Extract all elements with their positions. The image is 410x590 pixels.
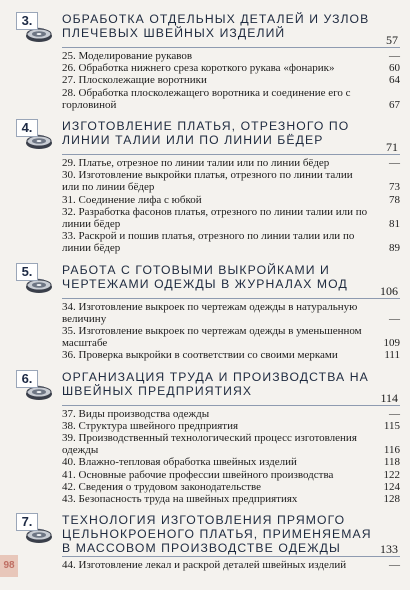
section-rule (62, 154, 400, 155)
entry-title: 25. Моделирование рукавов (62, 50, 193, 62)
section-page-number: 106 (380, 283, 398, 298)
section-header (14, 261, 400, 297)
section-title: ИЗГОТОВЛЕНИЕ ПЛАТЬЯ, ОТРЕЗНОГО ПО ЛИНИИ ТАЛИИ ИЛИ ПО ЛИНИИ БЁДЕР (62, 119, 350, 148)
entry-page-number: — (389, 157, 400, 170)
section-rule (62, 405, 400, 406)
entry-title: 31. Соединение лифа с юбкой (62, 193, 202, 206)
entry-page-number: — (389, 407, 400, 420)
toc-entry[interactable] (62, 469, 400, 481)
section-page-number: 57 (386, 33, 398, 47)
entry-title: 34. Изготовление выкроек по чертежам одежды в натуральную величину (62, 300, 358, 325)
entry-title: 40. Влажно-тепловая обработка швейных изделий (62, 456, 297, 469)
section-header (14, 511, 400, 555)
entry-title: 41. Основные рабочие профессии швейного производства (62, 468, 334, 481)
entry-title: 30. Изготовление выкройки платья, отрезного по линии талии или по линии бёдер (62, 169, 353, 194)
entry-title: 37. Виды производства одежды (62, 407, 210, 420)
toc-entry[interactable] (62, 230, 400, 254)
section-header (14, 117, 400, 153)
toc-entry[interactable] (62, 325, 400, 349)
entry-page-number: 89 (389, 242, 400, 255)
toc-entry[interactable] (62, 420, 400, 432)
toc-section (14, 10, 400, 111)
toc-entry[interactable] (62, 62, 400, 74)
section-number: 3. (16, 12, 38, 30)
entry-title: 42. Сведения о трудовом законодательстве (62, 480, 262, 493)
section-number: 5. (16, 263, 38, 281)
section-header (14, 10, 400, 46)
toc-entry[interactable] (62, 301, 400, 325)
entry-title: 28. Обработка плосколежащего воротника и соединение его с горловиной (62, 86, 351, 111)
entry-page-number: — (389, 312, 400, 325)
section-items (14, 50, 400, 111)
section-rule (62, 47, 400, 48)
entry-page-number: 111 (384, 349, 400, 362)
section-number: 7. (16, 513, 38, 531)
toc-section (14, 261, 400, 362)
entry-page-number: 122 (383, 468, 400, 481)
entry-page-number: 78 (389, 193, 400, 206)
toc-entry[interactable] (62, 432, 400, 456)
entry-title: 32. Разработка фасонов платья, отрезного по линии талии или по линии бёдер (62, 205, 368, 231)
entry-page-number: 67 (389, 98, 400, 111)
section-badge (14, 119, 56, 153)
section-items (14, 408, 400, 506)
section-number: 4. (16, 119, 38, 137)
section-page-number: 114 (380, 390, 398, 405)
toc-section (14, 511, 400, 571)
entry-page-number: — (389, 50, 400, 62)
toc-section (14, 368, 400, 506)
section-items (14, 559, 400, 571)
section-rule (62, 298, 400, 299)
entry-title: 43. Безопасность труда на швейных предприятиях (62, 493, 298, 506)
toc-entry[interactable] (62, 493, 400, 505)
toc-entry[interactable] (62, 169, 400, 193)
section-badge (14, 12, 56, 46)
entry-title: 39. Производственный технологический процесс изготовления одежды (62, 432, 357, 457)
entry-page-number: 81 (389, 218, 400, 231)
entry-page-number: 116 (383, 444, 400, 457)
entry-title: 36. Проверка выкройки в соответствии со своими мерками (62, 349, 338, 362)
toc-entry[interactable] (62, 87, 400, 111)
section-title: ТЕХНОЛОГИЯ ИЗГОТОВЛЕНИЯ ПРЯМОГО ЦЕЛЬНОКРОЕНОГО ПЛАТЬЯ, ПРИМЕНЯЕМАЯ В МАССОВОМ ПРОИЗВОДСТВЕ ОДЕЖДЫ (62, 513, 372, 556)
toc-entry[interactable] (62, 157, 400, 169)
toc-entry[interactable] (62, 194, 400, 206)
entry-page-number: 60 (389, 62, 400, 75)
section-badge (14, 513, 56, 547)
section-rule (62, 556, 400, 557)
entry-title: 33. Раскрой и пошив платья, отрезного по линии талии или по линии бёдер (62, 230, 355, 255)
section-badge (14, 263, 56, 297)
toc-entry[interactable] (62, 50, 400, 62)
entry-page-number: 73 (389, 181, 400, 194)
toc-entry[interactable] (62, 206, 400, 230)
entry-page-number: 109 (383, 337, 400, 350)
entry-title: 29. Платье, отрезное по линии талии или по линии бёдер (62, 157, 330, 170)
entry-page-number: 128 (383, 493, 400, 506)
entry-page-number: 124 (383, 480, 400, 493)
entry-title: 44. Изготовление лекал и раскрой деталей швейных изделий (62, 559, 347, 572)
page-stamp: 98 (0, 555, 18, 577)
toc-entry[interactable] (62, 559, 400, 571)
toc-entry[interactable] (62, 456, 400, 468)
section-title: РАБОТА С ГОТОВЫМИ ВЫКРОЙКАМИ И ЧЕРТЕЖАМИ ОДЕЖДЫ В ЖУРНАЛАХ МОД (62, 262, 348, 291)
section-page-number: 71 (386, 140, 398, 155)
section-page-number: 133 (380, 542, 398, 557)
section-number: 6. (16, 370, 38, 388)
section-title: ОБРАБОТКА ОТДЕЛЬНЫХ ДЕТАЛЕЙ И УЗЛОВ ПЛЕЧЕВЫХ ШВЕЙНЫХ ИЗДЕЛИЙ (62, 12, 370, 40)
toc-entry[interactable] (62, 481, 400, 493)
entry-page-number: 115 (383, 419, 400, 432)
entry-page-number: — (389, 559, 400, 572)
section-title: ОРГАНИЗАЦИЯ ТРУДА И ПРОИЗВОДСТВА НА ШВЕЙНЫХ ПРЕДПРИЯТИЯХ (62, 369, 369, 398)
entry-title: 35. Изготовление выкроек по чертежам одежды в уменьшенном масштабе (62, 325, 362, 350)
section-badge (14, 370, 56, 404)
entry-page-number: 118 (383, 456, 400, 469)
toc-entry[interactable] (62, 349, 400, 361)
section-items (14, 157, 400, 255)
toc-section (14, 117, 400, 255)
section-header (14, 368, 400, 404)
entry-title: 38. Структура швейного предприятия (62, 419, 239, 432)
toc-entry[interactable] (62, 74, 400, 86)
entry-title: 27. Плосколежащие воротники (62, 74, 207, 87)
entry-page-number: 64 (389, 74, 400, 87)
toc-entry[interactable] (62, 408, 400, 420)
entry-title: 26. Обработка нижнего среза короткого рукава «фонарик» (62, 62, 335, 75)
section-items (14, 301, 400, 362)
